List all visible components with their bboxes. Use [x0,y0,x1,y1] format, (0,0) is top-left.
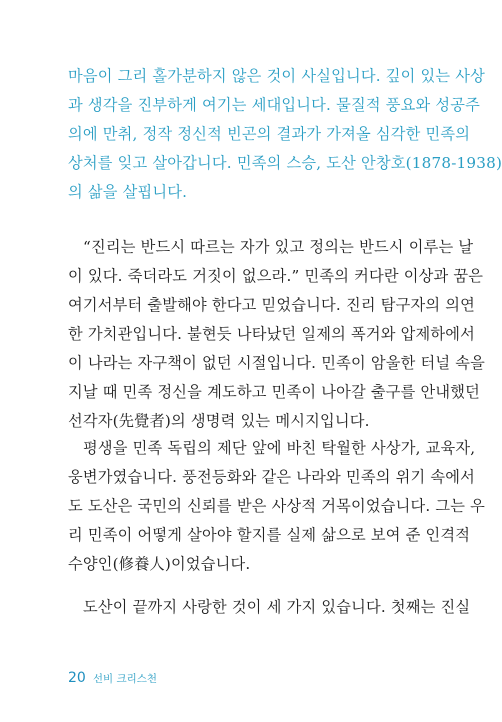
body-line: 한 가치관입니다. 불현듯 나타났던 일제의 폭거와 압제하에서 [68,325,475,343]
page-footer [68,670,157,690]
body-line: 이 나라는 자구책이 없던 시절입니다. 민족이 암울한 터널 속을 [68,354,486,372]
body-line: “진리는 반드시 따르는 자가 있고 정의는 반드시 이루는 날 [83,238,474,256]
body-line: 평생을 민족 독립의 제단 앞에 바친 탁월한 사상가, 교육자, [83,439,476,457]
body-line: 수양인(修養人)이었습니다. [68,555,251,573]
page-number: 20 [68,670,86,686]
body-line: 웅변가였습니다. 풍전등화와 같은 나라와 민족의 위기 속에서 [68,468,475,486]
intro-line: 마음이 그리 홀가분하지 않은 것이 사실입니다. 깊이 있는 사상 [68,67,486,85]
body-paragraph-1 [68,233,486,436]
intro-line: 의에 만취, 정작 정신적 빈곤의 결과가 가져올 심각한 민족의 [68,125,471,143]
body-line: 여기서부터 출발해야 한다고 믿었습니다. 진리 탐구자의 의연 [68,296,475,314]
body-line: 도산이 끝까지 사랑한 것이 세 가지 있습니다. 첫째는 진실 [83,598,471,616]
body-paragraph-3 [68,593,471,622]
intro-line: 과 생각을 진부하게 여기는 세대입니다. 물질적 풍요와 성공주 [68,96,480,114]
intro-line: 의 삶을 살핍니다. [68,183,188,201]
intro-paragraph [68,62,502,207]
body-line: 이 있다. 죽더라도 거짓이 없으라.” 민족의 커다란 이상과 꿈은 [68,267,484,285]
body-line: 선각자(先覺者)의 생명력 있는 메시지입니다. [68,412,370,430]
running-book-title: 선비 크리스천 [92,673,158,685]
body-line: 지날 때 민족 정신을 계도하고 민족이 나아갈 출구를 안내했던 [68,383,480,401]
body-line: 리 민족이 어떻게 살아야 할지를 실제 삶으로 보여 준 인격적 [68,526,471,544]
body-paragraph-2 [68,434,486,579]
body-line: 도 도산은 국민의 신뢰를 받은 사상적 거목이었습니다. 그는 우 [68,497,486,515]
intro-line: 상처를 잊고 살아갑니다. 민족의 스승, 도산 안창호(1878-1938) [68,154,502,172]
